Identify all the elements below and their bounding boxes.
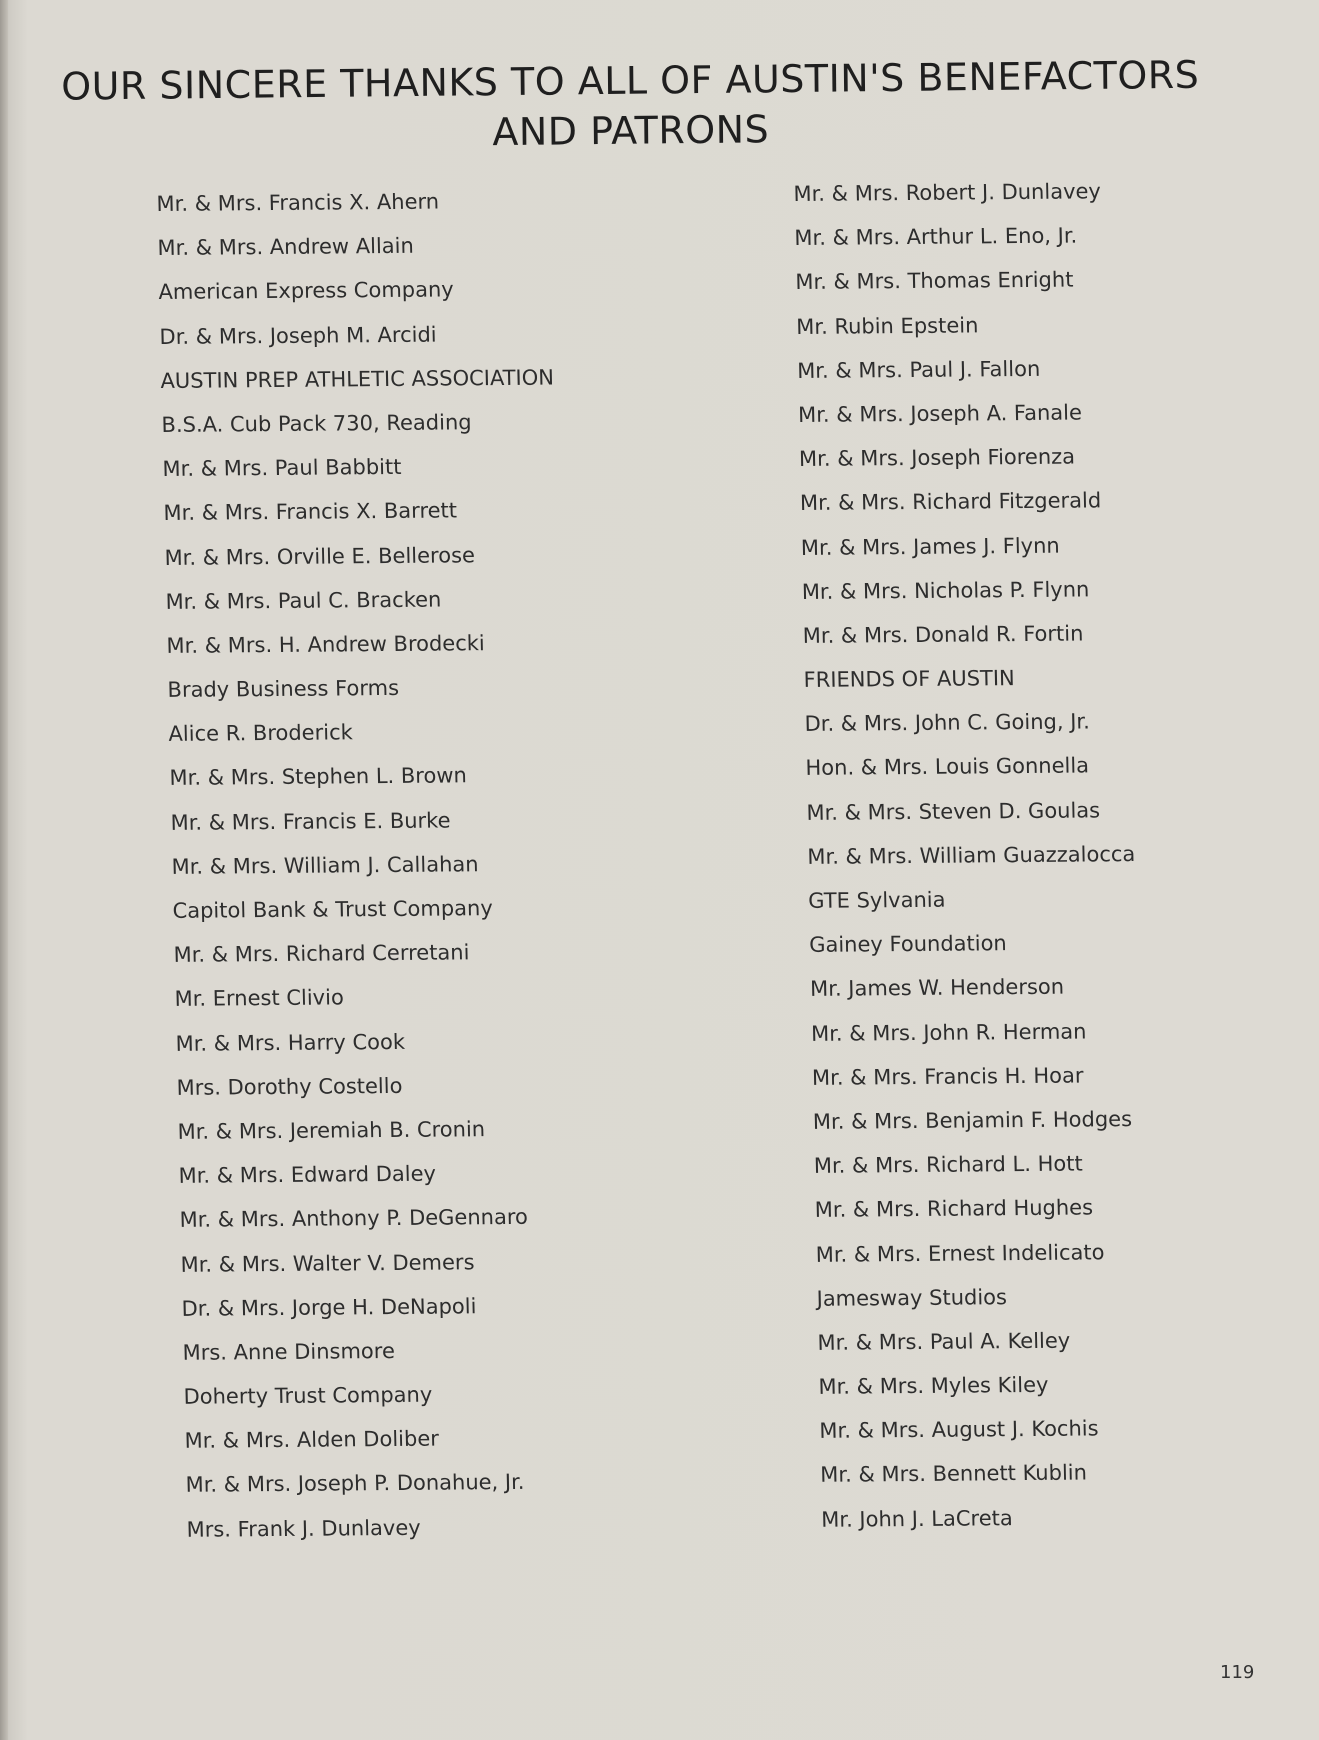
patron-entry: Mr. & Mrs. Benjamin F. Hodges: [812, 1107, 1133, 1134]
patron-entry: Mr. & Mrs. Steven D. Goulas: [806, 797, 1101, 825]
patron-entry: Mr. & Mrs. Richard L. Hott: [813, 1151, 1083, 1178]
patron-entry: Mr. John J. LaCreta: [820, 1505, 1013, 1532]
patron-entry: Mr. & Mrs. Donald R. Fortin: [802, 621, 1084, 648]
page-spine-shadow: [0, 0, 8, 1740]
patron-entry: Mr. & Mrs. Joseph Fiorenza: [798, 444, 1076, 472]
patron-entry: Mrs. Dorothy Costello: [176, 1073, 403, 1100]
patron-entry: Jamesway Studios: [816, 1284, 1008, 1311]
patron-entry: Mr. & Mrs. Francis X. Ahern: [156, 189, 440, 216]
patron-entry: Mrs. Anne Dinsmore: [182, 1338, 396, 1365]
patron-entry: Mr. & Mrs. Edward Daley: [178, 1161, 437, 1188]
patron-entry: Mr. & Mrs. Andrew Allain: [157, 233, 415, 261]
patron-entry: Dr. & Mrs. John C. Going, Jr.: [804, 709, 1091, 737]
patron-entry: Mr. & Mrs. Paul J. Fallon: [796, 356, 1041, 383]
patron-entry: Mr. & Mrs. Richard Cerretani: [173, 940, 470, 968]
patron-entry: Mr. & Mrs. Joseph P. Donahue, Jr.: [185, 1470, 525, 1498]
patron-entry: GTE Sylvania: [808, 887, 946, 913]
patron-list-right: [793, 169, 1150, 1541]
patron-entry: Brady Business Forms: [167, 675, 400, 702]
patron-entry: Alice R. Broderick: [168, 720, 354, 747]
patron-entry: Hon. & Mrs. Louis Gonnella: [805, 753, 1090, 781]
patron-entry: Mr. & Mrs. Joseph A. Fanale: [797, 400, 1083, 427]
patron-entry: Mr. & Mrs. Myles Kiley: [818, 1372, 1049, 1399]
patron-entry: Mr. & Mrs. James J. Flynn: [800, 533, 1060, 560]
patron-entry: FRIENDS OF AUSTIN: [803, 666, 1015, 692]
patron-entry: Capitol Bank & Trust Company: [172, 896, 494, 923]
patron-entry: Mr. & Mrs. August J. Kochis: [819, 1416, 1099, 1444]
patron-entry: Mr. & Mrs. Bennett Kublin: [820, 1460, 1088, 1488]
patron-entry: B.S.A. Cub Pack 730, Reading: [161, 410, 472, 437]
patron-entry: Mr. Ernest Clivio: [174, 985, 345, 1012]
patron-entry: Dr. & Mrs. Jorge H. DeNapoli: [181, 1293, 477, 1321]
patron-entry: Mr. & Mrs. Anthony P. DeGennaro: [179, 1205, 529, 1233]
patron-entry: Mr. & Mrs. Ernest Indelicato: [815, 1239, 1105, 1267]
patron-list-left: [156, 179, 580, 1552]
patron-entry: Mr. & Mrs. John R. Herman: [810, 1019, 1087, 1046]
patron-entry: Mr. & Mrs. Alden Doliber: [184, 1426, 440, 1454]
patron-entry: Mr. & Mrs. Jeremiah B. Cronin: [177, 1117, 486, 1144]
patron-entry: Mr. & Mrs. Nicholas P. Flynn: [801, 577, 1090, 604]
patron-entry: Mrs. Frank J. Dunlavey: [186, 1515, 421, 1542]
patron-entry: Mr. & Mrs. William Guazzalocca: [807, 841, 1136, 869]
patron-entry: Mr. & Mrs. Francis H. Hoar: [811, 1063, 1084, 1090]
patron-entry: Gainey Foundation: [808, 931, 1007, 958]
patron-entry: AUSTIN PREP ATHLETIC ASSOCIATION: [160, 365, 555, 393]
patron-entry: Mr. & Mrs. Paul Babbitt: [162, 454, 402, 482]
patron-entry: Mr. & Mrs. William J. Callahan: [171, 852, 479, 879]
patron-entry: Mr. & Mrs. Orville E. Bellerose: [164, 542, 476, 570]
patron-entry: Mr. & Mrs. Walter V. Demers: [180, 1249, 475, 1277]
patron-entry: Mr. James W. Henderson: [809, 975, 1065, 1002]
patron-entry: Mr. & Mrs. Paul A. Kelley: [817, 1328, 1071, 1355]
patron-entry: American Express Company: [158, 277, 454, 305]
patron-entry: Mr. & Mrs. Richard Fitzgerald: [799, 488, 1102, 516]
page-number: 119: [1220, 1662, 1255, 1683]
patron-entry: Mr. & Mrs. Paul C. Bracken: [165, 587, 442, 614]
patron-entry: Dr. & Mrs. Joseph M. Arcidi: [159, 322, 437, 349]
page-title: OUR SINCERE THANKS TO ALL OF AUSTIN'S BENEFACTORS AND PATRONS: [60, 52, 1200, 155]
patron-entry: Mr. & Mrs. Francis E. Burke: [170, 808, 451, 835]
patron-entry: Mr. & Mrs. Stephen L. Brown: [169, 763, 468, 791]
patron-entry: Mr. & Mrs. Francis X. Barrett: [163, 498, 458, 526]
patron-entry: Mr. & Mrs. Robert J. Dunlavey: [793, 179, 1102, 206]
patron-entry: Mr. & Mrs. Arthur L. Eno, Jr.: [794, 223, 1078, 251]
patron-entry: Mr. & Mrs. Harry Cook: [175, 1029, 406, 1056]
patron-entry: Mr. & Mrs. H. Andrew Brodecki: [166, 631, 486, 658]
patron-entry: Doherty Trust Company: [183, 1382, 433, 1409]
patron-entry: Mr. & Mrs. Richard Hughes: [814, 1195, 1094, 1223]
patron-entry: Mr. & Mrs. Thomas Enright: [795, 267, 1074, 295]
patron-entry: Mr. Rubin Epstein: [795, 312, 979, 339]
